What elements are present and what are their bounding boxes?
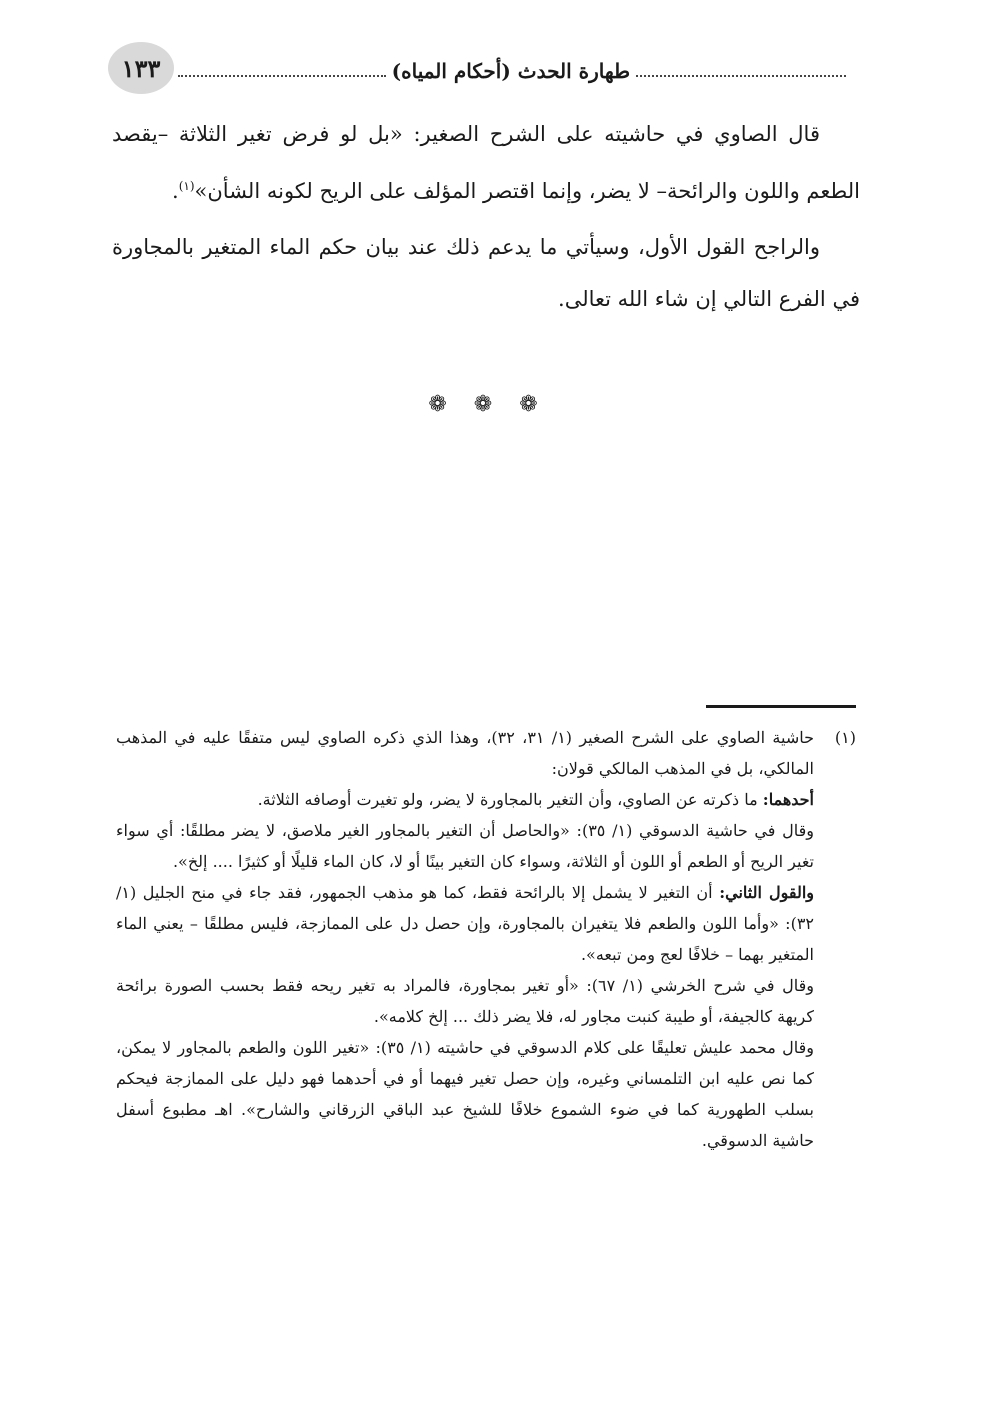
footnote-separator [706,705,856,708]
paragraph-1 [112,108,860,217]
second-opinion-text: أن التغير لا يشمل إلا بالرائحة فقط، كما هو مذهب الجمهور، فقد جاء في منح الجليل (١/ ٣٢): «وأما اللون والطعم فلا يتغيران بالمجاورة، وإن حصل دل على الممازجة، فليس مطلقًا – يعني الماء المتغير بهما – خلافًا لعج ومن تبعه». [116,883,814,964]
paragraph-1-text: قال الصاوي في حاشيته على الشرح الصغير: «بل لو فرض تغير الثلاثة –يقصد الطعم واللون والرائحة– لا يضر، وإنما اقتصر المؤلف على الريح لكونه الشأن» [112,122,860,203]
main-text [112,108,860,329]
footnote-kharshi-quote: وقال في شرح الخرشي (١/ ٦٧): «أو تغير بمجاورة، فالمراد به تغير ريحه فقط بحسب الصورة برائحة كريهة كالجيفة، أو طيبة كنبت مجاور له، فلا يضر ذلك ... إلخ كلامه». [116,976,814,1026]
footnotes [116,722,856,1156]
paragraph-2: والراجح القول الأول، وسيأتي ما يدعم ذلك عند بيان حكم الماء المتغير بالمجاورة في الفرع التالي إن شاء الله تعالى. [112,235,860,311]
first-opinion-text: ما ذكرته عن الصاوي، وأن التغير بالمجاورة لا يضر، ولو تغيرت أوصافه الثلاثة. [257,790,758,809]
footnote-intro: حاشية الصاوي على الشرح الصغير (١/ ٣١، ٣٢)، وهذا الذي ذكره الصاوي ليس متفقًا عليه في المذهب المالكي، بل في المذهب المالكي قولان: [116,728,814,778]
running-header [178,54,846,88]
footnote-dasuqi-quote: وقال في حاشية الدسوقي (١/ ٣٥): «والحاصل أن التغير بالمجاور الغير ملاصق، لا يضر مطلقًا: أي سواء تغير الريح أو الطعم أو اللون أو الثلاثة، وسواء كان التغير بينًا أو لا، كان الماء قليلًا أو كثيرًا .... إلخ». [116,821,814,871]
paragraph-1-end: . [172,179,179,203]
footnote-1 [116,722,856,784]
footnote-second-opinion [116,877,856,970]
first-opinion-label: أحدهما: [762,790,814,809]
header-dotted-leader-left [178,75,386,77]
footnote-reference[interactable]: (١) [178,179,195,193]
footnote-marker: (١) [834,728,856,747]
header-dotted-leader-right [636,75,846,77]
second-opinion-label: والقول الثاني: [719,883,814,902]
section-divider-ornament: ❁ ❁ ❁ [428,392,548,417]
footnote-ulaysh-quote: وقال محمد عليش تعليقًا على كلام الدسوقي في حاشيته (١/ ٣٥): «تغير اللون والطعم بالمجاور لا يمكن، كما نص عليه ابن التلمساني وغيره، وإن حصل تغير فيهما أو في أحدهما فهو دليل على الممازجة فيحكم بسلب الطهورية كما في ضوء الشموع خلافًا للشيخ عبد الباقي الزرقاني والشارح». اهـ مطبوع أسفل حاشية الدسوقي. [116,1038,815,1150]
running-title: طهارة الحدث (أحكام المياه) [391,59,630,83]
footnote-first-opinion [116,784,856,815]
page-number: ١٣٣ [108,42,174,94]
